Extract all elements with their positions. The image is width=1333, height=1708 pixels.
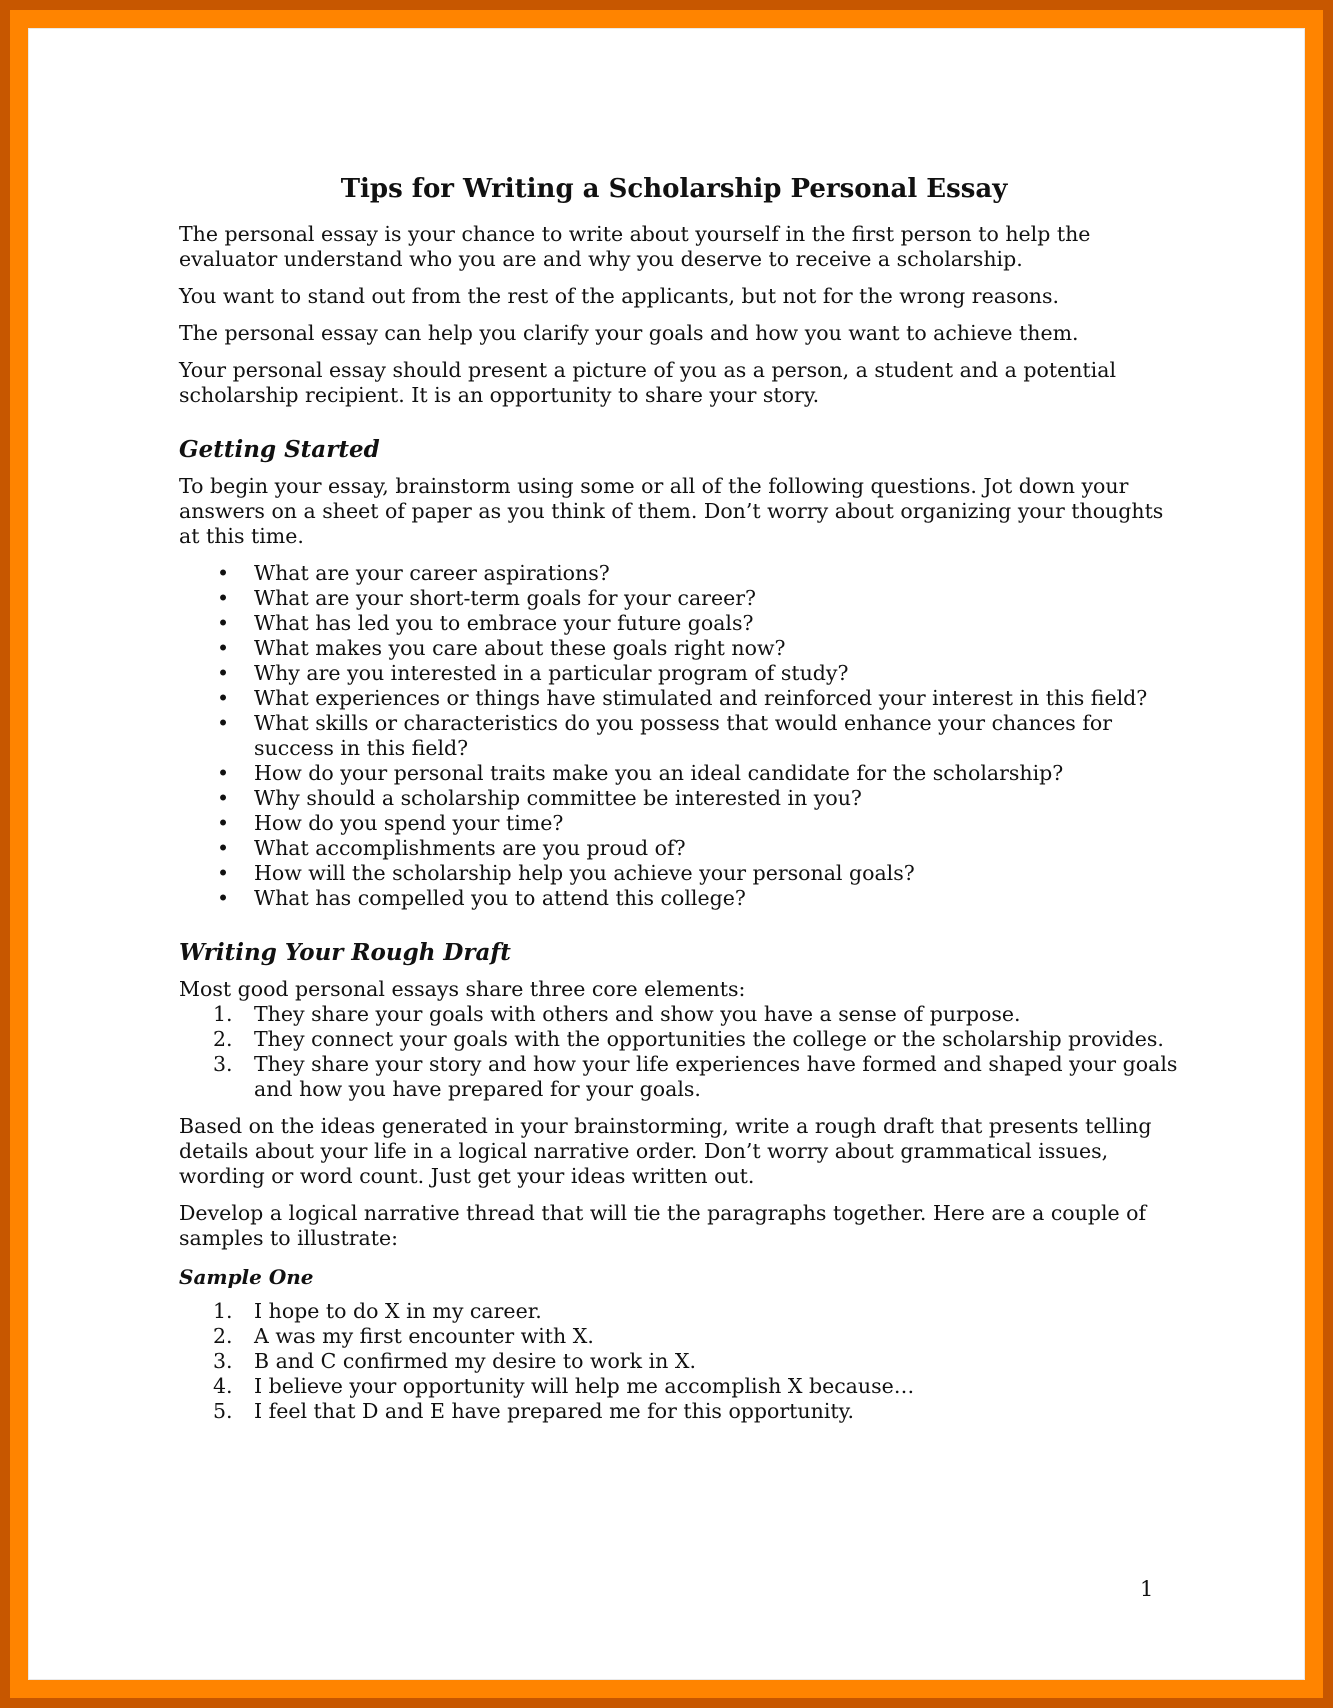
- list-item: [179, 686, 1189, 711]
- list-number: 1.: [213, 1299, 233, 1323]
- list-item: [179, 1399, 1189, 1424]
- list-item: [179, 1349, 1189, 1374]
- rough-draft-lead: Most good personal essays share three core elements:: [179, 977, 746, 1001]
- question-text: What are your career aspirations?: [254, 561, 610, 585]
- core-elements-list: [179, 1002, 1189, 1102]
- element-text: They connect your goals with the opportunities the college or the scholarship provides.: [254, 1027, 1164, 1051]
- document-title: Tips for Writing a Scholarship Personal Essay: [340, 174, 1008, 204]
- element-text: They share your goals with others and show you have a sense of purpose.: [254, 1002, 1021, 1026]
- list-item: [179, 1299, 1189, 1324]
- question-text: What are your short-term goals for your career?: [254, 586, 757, 610]
- page-number: 1: [1140, 1577, 1154, 1601]
- question-text: How will the scholarship help you achieve your personal goals?: [254, 861, 915, 885]
- list-item: [179, 1052, 1189, 1102]
- sample-text: I believe your opportunity will help me accomplish X because…: [254, 1374, 915, 1398]
- intro-paragraph: The personal essay can help you clarify your goals and how you want to achieve them.: [179, 321, 1079, 345]
- list-number: 2.: [213, 1324, 233, 1348]
- sample-one-list: [179, 1299, 1189, 1424]
- list-item: [179, 1324, 1189, 1349]
- list-item: [179, 661, 1189, 686]
- list-item: [179, 1002, 1189, 1027]
- list-number: 3.: [213, 1349, 233, 1373]
- question-text: Why should a scholarship committee be interested in you?: [254, 786, 862, 810]
- rough-draft-paragraph: Based on the ideas generated in your brainstorming, write a rough draft that presents telling details about your life in a logical narrative order. Don’t worry about grammatical issues, wording or word count. Just get your ideas written out.: [179, 1114, 1152, 1188]
- list-item: [179, 636, 1189, 661]
- document-content: [179, 174, 1189, 1436]
- brainstorm-question-list: [179, 561, 1189, 911]
- document-page: [28, 28, 1305, 1680]
- list-item: [179, 811, 1189, 836]
- bullet-marker: •: [217, 811, 230, 835]
- bullet-marker: •: [217, 686, 230, 710]
- question-text: How do your personal traits make you an ideal candidate for the scholarship?: [254, 761, 1064, 785]
- intro-paragraph: Your personal essay should present a picture of you as a person, a student and a potential scholarship recipient. It is an opportunity to share your story.: [179, 358, 1116, 407]
- list-item: [179, 586, 1189, 611]
- list-item: [179, 611, 1189, 636]
- question-text: What skills or characteristics do you possess that would enhance your chances for success in this field?: [254, 711, 1113, 760]
- question-text: Why are you interested in a particular program of study?: [254, 661, 849, 685]
- list-item: [179, 861, 1189, 886]
- bullet-marker: •: [217, 786, 230, 810]
- bullet-marker: •: [217, 711, 230, 735]
- rough-draft-paragraph: Develop a logical narrative thread that will tie the paragraphs together. Here are a couple of samples to illustrate:: [179, 1201, 1147, 1250]
- bullet-marker: •: [217, 886, 230, 910]
- question-text: How do you spend your time?: [254, 811, 564, 835]
- bullet-marker: •: [217, 861, 230, 885]
- sample-text: I feel that D and E have prepared me for this opportunity.: [254, 1399, 854, 1423]
- list-item: [179, 761, 1189, 786]
- list-number: 1.: [213, 1002, 233, 1026]
- sample-one-heading: Sample One: [179, 1265, 314, 1289]
- list-item: [179, 786, 1189, 811]
- sample-text: B and C confirmed my desire to work in X.: [254, 1349, 696, 1373]
- intro-paragraph: The personal essay is your chance to write about yourself in the first person to help the evaluator understand who you are and why you deserve to receive a scholarship.: [179, 222, 1091, 271]
- list-number: 5.: [213, 1399, 233, 1423]
- getting-started-heading: Getting Started: [179, 436, 380, 463]
- rough-draft-heading: Writing Your Rough Draft: [179, 939, 511, 966]
- list-number: 3.: [213, 1052, 233, 1076]
- list-number: 2.: [213, 1027, 233, 1051]
- sample-text: A was my first encounter with X.: [254, 1324, 594, 1348]
- bullet-marker: •: [217, 611, 230, 635]
- element-text: They share your story and how your life experiences have formed and shaped your goals and how you have prepared for your goals.: [254, 1052, 1178, 1101]
- list-number: 4.: [213, 1374, 233, 1398]
- question-text: What has compelled you to attend this college?: [254, 886, 746, 910]
- list-item: [179, 1374, 1189, 1399]
- question-text: What experiences or things have stimulated and reinforced your interest in this field?: [254, 686, 1148, 710]
- question-text: What makes you care about these goals right now?: [254, 636, 786, 660]
- bullet-marker: •: [217, 661, 230, 685]
- question-text: What has led you to embrace your future goals?: [254, 611, 754, 635]
- intro-paragraph: You want to stand out from the rest of the applicants, but not for the wrong reasons.: [179, 284, 1060, 308]
- list-item: [179, 886, 1189, 911]
- bullet-marker: •: [217, 761, 230, 785]
- bullet-marker: •: [217, 836, 230, 860]
- list-item: [179, 711, 1189, 761]
- list-item: [179, 561, 1189, 586]
- list-item: [179, 836, 1189, 861]
- getting-started-paragraph: To begin your essay, brainstorm using some or all of the following questions. Jot down your answers on a sheet of paper as you think of them. Don’t worry about organizing your thoughts at this time.: [179, 474, 1164, 548]
- sample-text: I hope to do X in my career.: [254, 1299, 542, 1323]
- list-item: [179, 1027, 1189, 1052]
- bullet-marker: •: [217, 636, 230, 660]
- question-text: What accomplishments are you proud of?: [254, 836, 686, 860]
- bullet-marker: •: [217, 586, 230, 610]
- bullet-marker: •: [217, 561, 230, 585]
